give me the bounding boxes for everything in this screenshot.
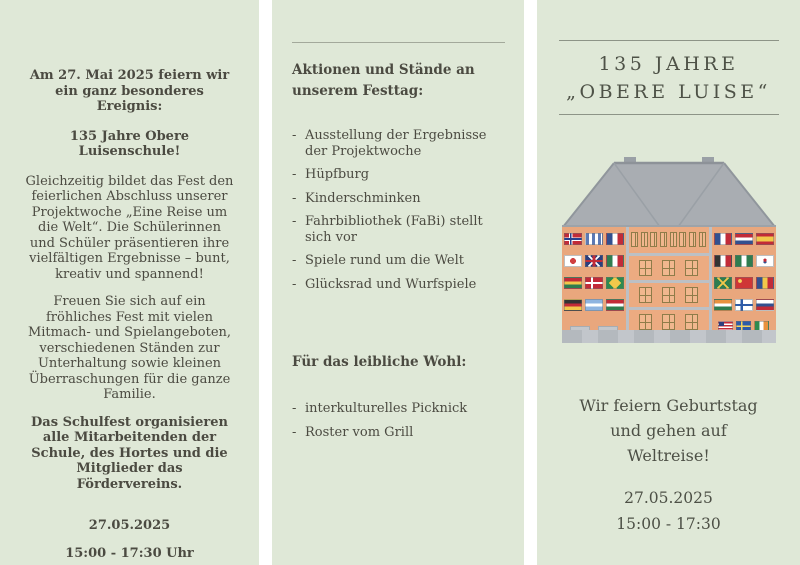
window (679, 232, 686, 247)
building-right-wing (712, 227, 776, 343)
cover-tagline (537, 393, 800, 468)
window-row (629, 287, 709, 303)
anniversary-headline: 135 Jahre Obere Luisenschule! (69, 128, 190, 159)
united-kingdom-flag (585, 255, 603, 267)
india-flag (714, 299, 732, 311)
activity-item: - Ausstellung der Ergebnisse der Projektwoche (292, 128, 488, 159)
denmark-flag (585, 277, 603, 289)
title-rule-bottom (559, 114, 779, 115)
window (650, 232, 657, 247)
panel-event-description (0, 0, 259, 565)
window (641, 232, 648, 247)
cover-title-block (537, 0, 800, 115)
panel-cover (537, 0, 800, 565)
france-flag (714, 233, 732, 245)
window (670, 232, 677, 247)
cover-date: 27.05.2025 (624, 489, 713, 507)
flag-row (562, 277, 626, 289)
cover-title (537, 50, 800, 106)
france-flag (606, 233, 624, 245)
japan-flag (564, 255, 582, 267)
title-rule-top (559, 40, 779, 41)
window (685, 287, 698, 303)
window (699, 232, 706, 247)
window-row (629, 260, 709, 276)
netherlands-flag (735, 233, 753, 245)
food-list (292, 401, 508, 440)
festival-invitation-paragraph: Freuen Sie sich auf ein fröhliches Fest mit vielen Mitmach- und Spielangeboten, verschiedenen Ständen zur Unterhaltung sowie kleinen Überraschungen für die ganze Familie. (27, 294, 232, 402)
south-korea-flag (756, 255, 774, 267)
window (689, 232, 696, 247)
germany-flag (564, 299, 582, 311)
tagline-line3: Weltreise! (627, 446, 710, 465)
activity-item: - Kinderschminken (292, 191, 488, 207)
hungary-flag (606, 299, 624, 311)
activity-item: - Hüpfburg (292, 167, 488, 183)
building-left-wing (562, 227, 626, 343)
cover-datetime (537, 485, 800, 537)
brazil-flag (606, 277, 624, 289)
window (639, 314, 652, 330)
mexico-flag (606, 255, 624, 267)
facade-trim-band (629, 253, 709, 256)
food-item: - Roster vom Grill (292, 425, 488, 441)
window (660, 232, 667, 247)
spain-flag (756, 233, 774, 245)
flag-row (712, 277, 776, 289)
window (685, 260, 698, 276)
flag-row (712, 299, 776, 311)
building-roof (562, 157, 776, 233)
window (631, 232, 638, 247)
window (662, 260, 675, 276)
food-item: - interkulturelles Picknick (292, 401, 488, 417)
facade-trim-band (629, 280, 709, 283)
activity-item: - Glücksrad und Wurfspiele (292, 277, 488, 293)
event-time: 15:00 - 17:30 Uhr (65, 545, 194, 561)
flag-row (712, 233, 776, 245)
event-date: 27.05.2025 (88, 518, 171, 533)
activities-heading: Aktionen und Stände an unserem Festtag: (292, 62, 475, 99)
flag-row (562, 255, 626, 267)
belgium-flag (714, 255, 732, 267)
tagline-line1: Wir feiern Geburtstag (579, 396, 758, 415)
greece-flag (585, 233, 603, 245)
festival-activities-list (292, 128, 508, 292)
ghana-flag (564, 277, 582, 289)
norway-flag (564, 233, 582, 245)
cover-time: 15:00 - 17:30 (616, 515, 721, 533)
flag-row (562, 299, 626, 311)
finland-flag (735, 299, 753, 311)
organizers-paragraph: Das Schulfest organisieren alle Mitarbeitenden der Schule, des Hortes und die Mitglieder das Fördervereins. (31, 414, 228, 492)
activity-item: - Spiele rund um die Welt (292, 253, 488, 269)
activity-item: - Fahrbibliothek (FaBi) stellt sich vor (292, 214, 488, 245)
divider-line (292, 42, 505, 43)
argentina-flag (585, 299, 603, 311)
facade-trim-band (629, 307, 709, 310)
nigeria-flag (735, 255, 753, 267)
school-building-illustration (562, 157, 776, 343)
panel-activities (272, 0, 524, 565)
window (639, 260, 652, 276)
building-facade (562, 227, 776, 343)
window (639, 287, 652, 303)
food-heading: Für das leibliche Wohl: (292, 354, 467, 370)
jamaica-flag (714, 277, 732, 289)
window-row (629, 314, 709, 330)
intro-text: Am 27. Mai 2025 feiern wir ein ganz besonderes Ereignis: (29, 68, 230, 114)
flag-row (712, 255, 776, 267)
flag-row (562, 233, 626, 245)
tagline-line2: und gehen auf (610, 421, 727, 440)
building-ground-strip (562, 330, 776, 343)
project-week-paragraph: Gleichzeitig bildet das Fest den feierlichen Abschluss unserer Projektwoche „Eine Reise um die Welt“. Die Schülerinnen und Schüler präsentieren ihre vielfältigen Ergebnisse – bunt, kreativ und spannend! (25, 173, 234, 282)
window (662, 314, 675, 330)
window (685, 314, 698, 330)
cover-title-line1: 135 JAHRE (598, 53, 739, 75)
cover-title-line2: „OBERE LUISE“ (566, 81, 771, 103)
attic-window-row (629, 232, 709, 249)
romania-flag (756, 277, 774, 289)
china-flag (735, 277, 753, 289)
window (662, 287, 675, 303)
building-center-section (626, 227, 712, 343)
russia-flag (756, 299, 774, 311)
